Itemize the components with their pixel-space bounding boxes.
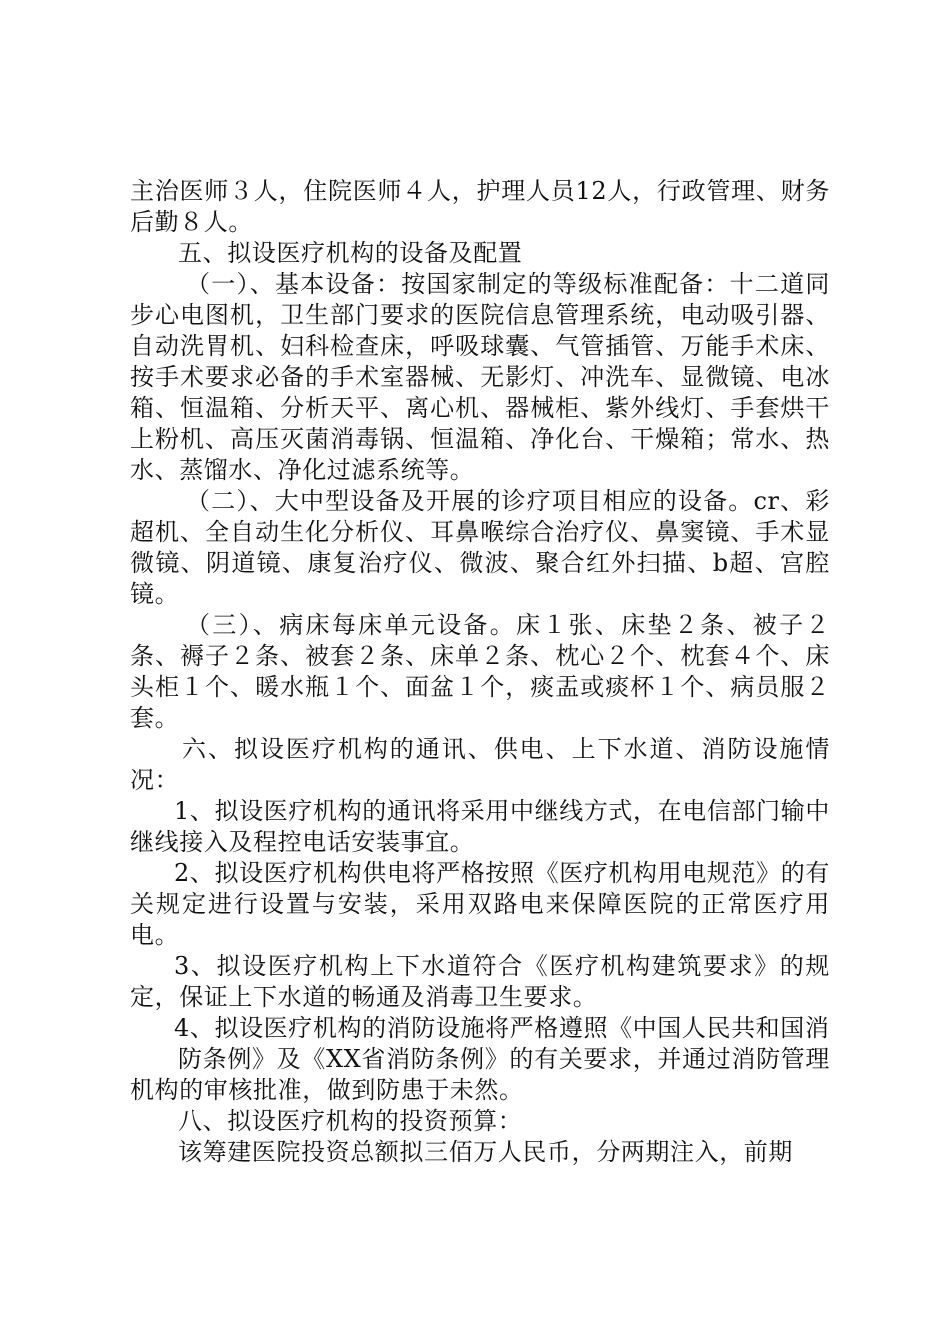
paragraph-communication: 1、拟设医疗机构的通讯将采用中继线方式，在电信部门输中继线接入及程控电话安装事宜。: [130, 797, 830, 856]
paragraph-large-equipment: （二）、大中型设备及开展的诊疗项目相应的设备。cr、彩超机、全自动生化分析仪、耳鼻喉综合治疗仪、鼻窦镜、手术显微镜、阴道镜、康复治疗仪、微波、聚合红外扫描、b超、宫腔镜。: [130, 487, 830, 608]
paragraph-fire-safety-cont: 防条例》及《XX省消防条例》的有关要求，并通过消防管理机构的审核批准，做到防患于未然。: [130, 1045, 830, 1104]
document-body: [130, 176, 830, 1168]
section-heading-budget: 八、拟设医疗机构的投资预算：: [178, 1107, 523, 1135]
paragraph-water: 3、拟设医疗机构上下水道符合《医疗机构建筑要求》的规定，保证上下水道的畅通及消毒卫生要求。: [130, 952, 830, 1011]
section-heading-facilities: 六、拟设医疗机构的通讯、供电、上下水道、消防设施情况：: [130, 735, 830, 794]
paragraph-fire-safety-start: 4、拟设医疗机构的消防设施将严格遵照《中国人民共和国消: [174, 1014, 830, 1042]
section-heading-equipment: 五、拟设医疗机构的设备及配置: [178, 239, 523, 267]
paragraph-staffing: 主治医师３人，住院医师４人，护理人员12人，行政管理、财务后勤８人。: [130, 177, 830, 236]
paragraph-power-supply: 2、拟设医疗机构供电将严格按照《医疗机构用电规范》的有关规定进行设置与安装，采用双路电来保障医院的正常医疗用电。: [130, 859, 830, 949]
paragraph-basic-equipment: （一）、基本设备：按国家制定的等级标准配备：十二道同步心电图机，卫生部门要求的医院信息管理系统，电动吸引器、自动洗胃机、妇科检查床，呼吸球囊、气管插管、万能手术床、按手术要求必备的手术室器械、无影灯、冲洗车、显微镜、电冰箱、恒温箱、分析天平、离心机、器械柜、紫外线灯、手套烘干上粉机、高压灭菌消毒锅、恒温箱、净化台、干燥箱；常水、热水、蒸馏水、净化过滤系统等。: [130, 270, 830, 484]
paragraph-bed-unit: （三）、病床每床单元设备。床１张、床垫２条、被子２条、褥子２条、被套２条、床单２条、枕心２个、枕套４个、床头柜１个、暖水瓶１个、面盆１个，痰盂或痰杯１个、病员服２套。: [130, 611, 830, 732]
paragraph-budget: 该筹建医院投资总额拟三佰万人民币，分两期注入，前期: [178, 1138, 793, 1166]
